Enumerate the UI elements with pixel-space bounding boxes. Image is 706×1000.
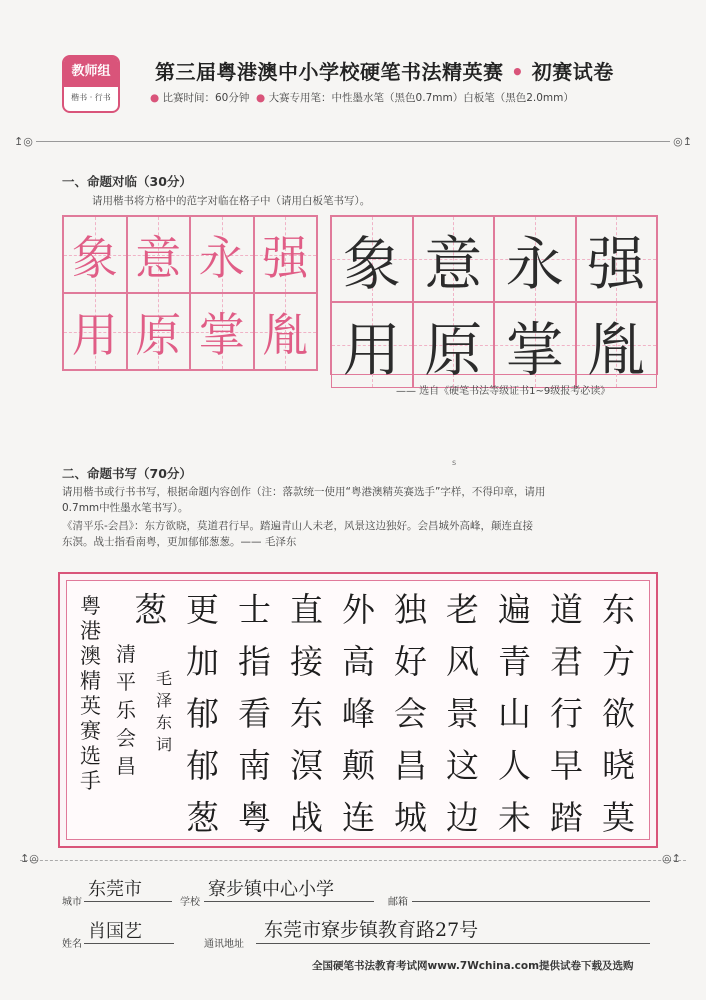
header-divider [14,135,692,149]
calligraphy-char: 昌 [394,746,427,785]
calligraphy-column [498,584,531,844]
written-cell: 强 [576,216,658,302]
calligraphy-char: 峰 [342,694,375,733]
calligraphy-column [602,584,635,844]
city-value: 东莞市 [88,879,142,900]
calligraphy-char: 郁 [186,694,219,733]
model-cell: 永 [190,216,254,293]
calligraphy-column [290,584,323,844]
author-column: 毛 泽 东 词 [156,669,173,754]
calligraphy-char: 郁 [186,746,219,785]
title-column: 清 平 乐 会 昌 [116,642,136,778]
calligraphy-char: 行 [550,694,583,733]
badge-subtitle: 楷书 · 行书 [71,93,111,102]
page-mark: s [452,458,457,467]
calligraphy-column [446,584,479,844]
calligraphy-char: 战 [290,798,323,837]
section1-title: 一、命题对临（30分） [62,174,192,189]
address-label: 通讯地址 [204,939,244,950]
calligraphy-char: 南 [238,746,271,785]
model-cell: 强 [254,216,318,293]
calligraphy-char: 连 [342,798,375,837]
calligraphy-column [394,584,427,844]
title-main: 第三届粤港澳中小学校硬笔书法精英赛 [155,60,504,84]
model-cell: 胤 [254,293,318,370]
model-char-grid [62,215,318,371]
model-cell: 象 [63,216,127,293]
exam-time: 比赛时间：60分钟 [162,92,250,104]
section1-instruction: 请用楷书将方格中的范字对临在格子中（请用白板笔书写）。 [92,195,371,207]
calligraphy-char: 边 [446,798,479,837]
calligraphy-char: 人 [498,746,531,785]
section2-title: 二、命题书写（70分） [62,466,192,481]
calligraphy-char: 风 [446,642,479,681]
section2-instruction-1: 请用楷书或行书书写，根据命题内容创作（注：落款统一使用“粤港澳精英赛选手”字样，不得印章，请用 [62,486,546,498]
written-cell: 胤 [576,302,658,388]
calligraphy-char: 更 [186,590,219,629]
calligraphy-column [186,584,219,844]
poem-line-1: 《清平乐-会昌》：东方欲晓，莫道君行早。踏遍青山人未老，风景这边独好。会昌城外高峰，颠连直接 [62,520,534,532]
city-label: 城市 [62,897,82,908]
title-dot: • [503,60,532,84]
calligraphy-char: 直 [290,590,323,629]
calligraphy-char: 莫 [602,798,635,837]
calligraphy-char: 方 [602,642,635,681]
calligraphy-char: 晓 [602,746,635,785]
calligraphy-char: 指 [238,642,271,681]
school-value: 寮步镇中心小学 [208,879,334,900]
calligraphy-char: 未 [498,798,531,837]
calligraphy-char: 士 [238,590,271,629]
page-title [155,56,614,85]
calligraphy-char: 欲 [602,694,635,733]
model-cell: 原 [127,293,191,370]
right-ornament-icon: ◎↥ [673,135,692,148]
footer-divider [20,860,686,861]
calligraphy-char: 接 [290,642,323,681]
title-suffix: 初赛试卷 [531,60,614,84]
written-cell: 原 [413,302,495,388]
calligraphy-char: 溟 [290,746,323,785]
calligraphy-char: 葱 [134,590,167,629]
school-field[interactable] [204,879,374,902]
calligraphy-char: 会 [394,694,427,733]
calligraphy-char: 早 [550,746,583,785]
calligraphy-char: 道 [550,590,583,629]
name-label: 姓名 [62,939,82,950]
footer-left-ornament-icon: ↥◎ [20,852,39,865]
calligraphy-char: 颠 [342,746,375,785]
exam-pen: 大赛专用笔：中性墨水笔（黑色0.7mm）白板笔（黑色2.0mm） [268,92,574,104]
written-cell: 象 [331,216,413,302]
exam-info: ● 比赛时间：60分钟 ● 大赛专用笔：中性墨水笔（黑色0.7mm）白板笔（黑色2.0mm） [150,92,574,104]
written-cell: 永 [494,216,576,302]
model-cell: 用 [63,293,127,370]
poem-line-2: 东溟。战士指看南粤，更加郁郁葱葱。—— 毛泽东 [62,536,297,548]
calligraphy-char: 城 [394,798,427,837]
model-cell: 掌 [190,293,254,370]
teacher-group-badge [62,55,120,113]
calligraphy-char: 君 [550,642,583,681]
calligraphy-column [342,584,375,844]
calligraphy-char: 景 [446,694,479,733]
calligraphy-char: 青 [498,642,531,681]
address-field[interactable] [256,919,650,944]
written-cell: 用 [331,302,413,388]
badge-title: 教师组 [64,57,118,87]
signature-column: 粤 港 澳 精 英 赛 选 手 [80,594,101,793]
calligraphy-char: 外 [342,590,375,629]
calligraphy-char: 东 [290,694,323,733]
calligraphy-char: 好 [394,642,427,681]
calligraphy-char: 独 [394,590,427,629]
city-field[interactable] [84,879,172,902]
calligraphy-char: 山 [498,694,531,733]
calligraphy-char: 看 [238,694,271,733]
model-cell: 意 [127,216,191,293]
calligraphy-column [134,584,167,636]
source-citation: —— 选自《硬笔书法等级证书1~9级报考必读》 [396,386,611,397]
left-ornament-icon: ↥◎ [14,135,33,148]
calligraphy-column [238,584,271,844]
calligraphy-char: 高 [342,642,375,681]
section2-instruction-2: 0.7mm中性墨水笔书写）。 [62,502,189,514]
email-label: 邮箱 [388,897,408,908]
calligraphy-char: 老 [446,590,479,629]
address-value: 东莞市寮步镇教育路27号 [264,919,479,941]
calligraphy-char: 踏 [550,798,583,837]
email-field[interactable] [412,883,650,902]
written-cell: 掌 [494,302,576,388]
calligraphy-char: 葱 [186,798,219,837]
website-note: 全国硬笔书法教育考试网www.7Wchina.com提供试卷下载及选购 [312,960,634,972]
footer-right-ornament-icon: ◎↥ [662,852,681,865]
written-char-grid [330,215,658,384]
name-value: 肖国艺 [88,921,142,942]
school-label: 学校 [180,897,200,908]
written-cell: 意 [413,216,495,302]
calligraphy-char: 这 [446,746,479,785]
calligraphy-char: 东 [602,590,635,629]
calligraphy-char: 加 [186,642,219,681]
calligraphy-char: 遍 [498,590,531,629]
name-field[interactable] [84,921,174,944]
calligraphy-column [550,584,583,844]
calligraphy-char: 粤 [238,798,271,837]
